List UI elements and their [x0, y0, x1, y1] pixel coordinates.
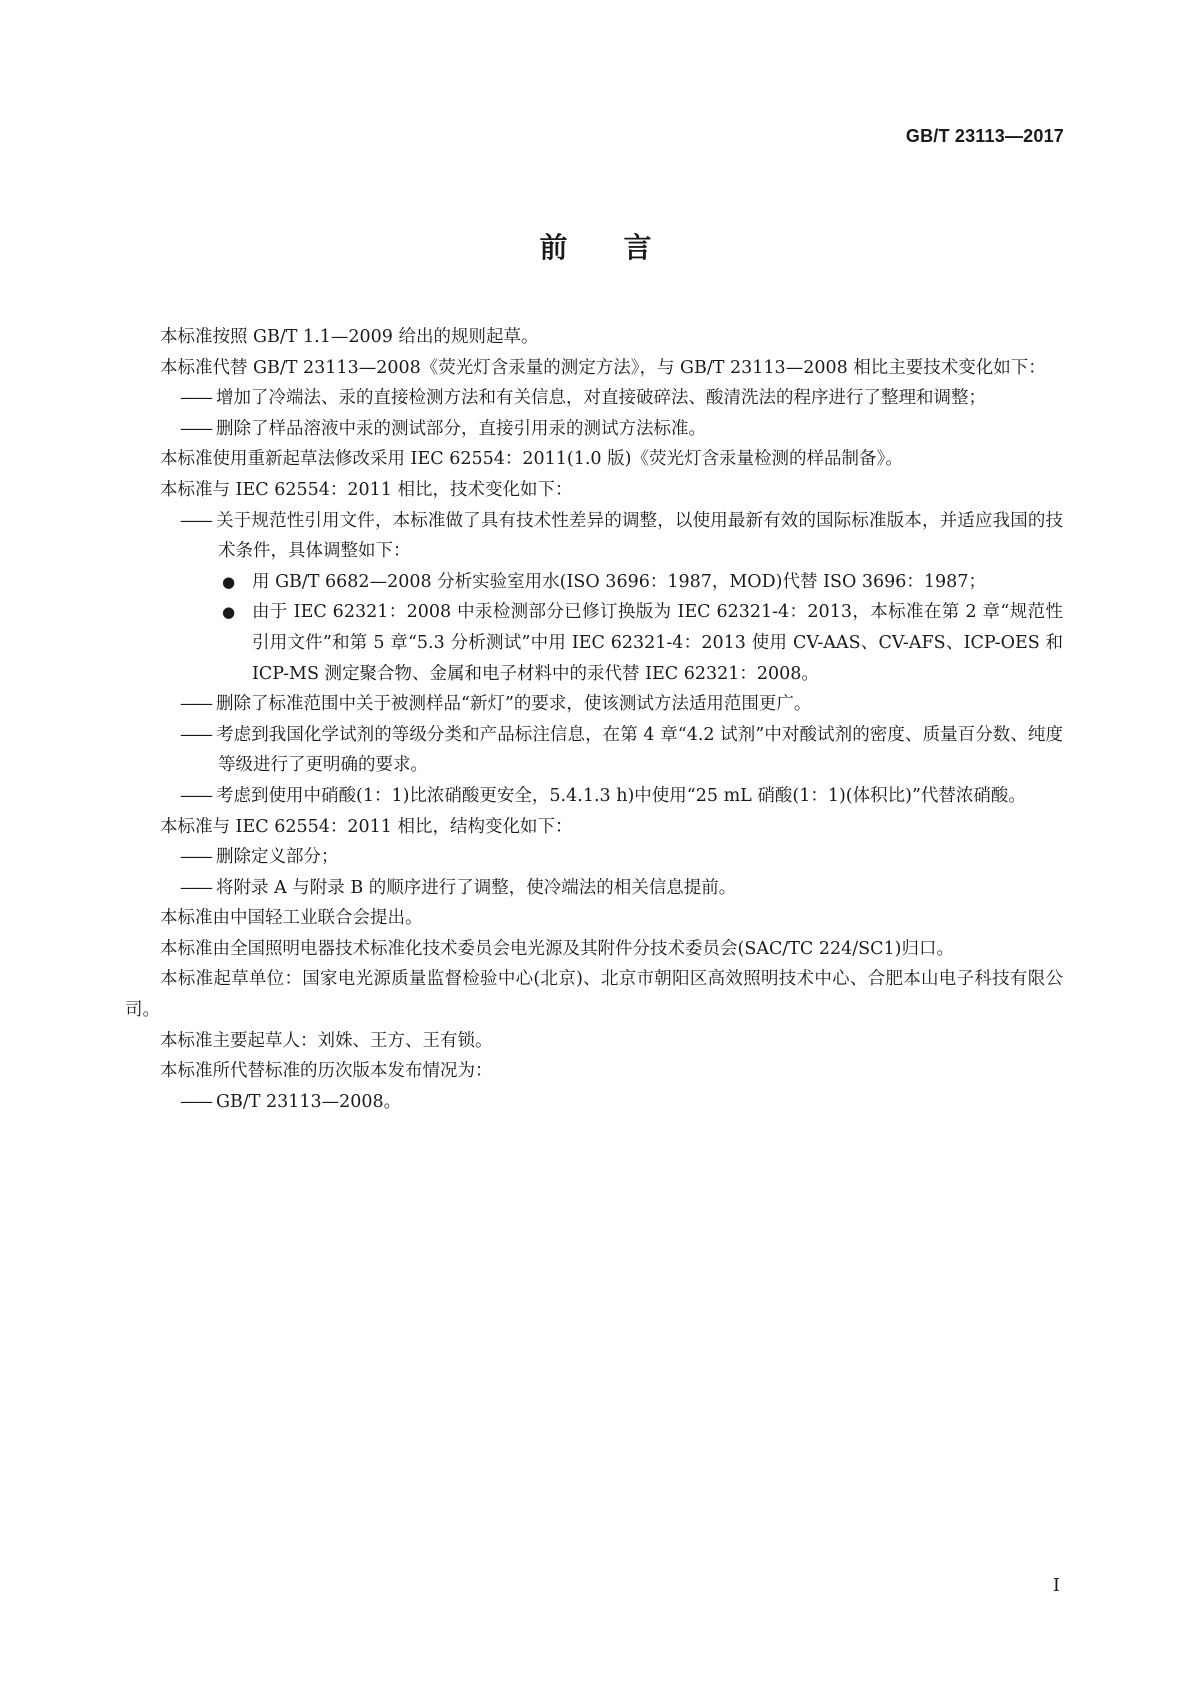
page-number: I — [1052, 1575, 1060, 1596]
dash-item-text: 关于规范性引用文件，本标准做了具有技术性差异的调整，以使用最新有效的国际标准版本，并适应我国的技术条件，具体调整如下： — [216, 510, 1063, 562]
paragraph: 本标准主要起草人：刘姝、王方、王有锁。 — [160, 1030, 493, 1051]
dash-item-text: 删除定义部分； — [216, 847, 339, 868]
bullet-dot-icon: ● — [222, 603, 236, 622]
dash-mark — [180, 689, 216, 720]
paragraph: 本标准由中国轻工业联合会提出。 — [160, 908, 423, 929]
document-code: GB/T 23113—2017 — [905, 126, 1064, 146]
dash-item-text: 将附录 A 与附录 B 的顺序进行了调整，使冷端法的相关信息提前。 — [216, 877, 737, 898]
dash-item-text: GB/T 23113—2008。 — [216, 1091, 402, 1112]
dash-mark — [180, 383, 216, 414]
bullet-list-item — [125, 597, 1063, 689]
page-title — [0, 226, 1191, 266]
dash-mark — [180, 506, 216, 537]
dash-mark — [180, 1087, 216, 1118]
paragraph: 本标准使用重新起草法修改采用 IEC 62554：2011(1.0 版)《荧光灯含汞量检测的样品制备》。 — [160, 449, 903, 470]
dash-mark — [180, 720, 216, 751]
dash-mark — [180, 873, 216, 904]
dash-list-item — [125, 383, 1063, 414]
title-char-2: 言 — [623, 231, 652, 264]
bullet-item-text: 用 GB/T 6682—2008 分析实验室用水(ISO 3696：1987，MOD)代替 ISO 3696：1987； — [252, 571, 986, 592]
dash-list-item — [125, 1087, 1063, 1118]
dash-item-text: 考虑到使用中硝酸(1：1)比浓硝酸更安全，5.4.1.3 h)中使用“25 mL 硝酸(1：1)(体积比)”代替浓硝酸。 — [216, 785, 1026, 806]
dash-mark — [180, 842, 216, 873]
bullet-item-text: 由于 IEC 62321：2008 中汞检测部分已修订换版为 IEC 62321-4：2013，本标准在第 2 章“规范性引用文件”和第 5 章“5.3 分析测试”中用 IEC 62321-4：2013 使用 CV-AAS、CV-AFS、ICP-OES 和 ICP-MS 测定聚合物、金属和电子材料中的汞代替 IEC 62321：2008。 — [252, 602, 1063, 684]
dash-list-item — [125, 781, 1063, 812]
foreword-body — [125, 322, 1063, 1117]
dash-list-item — [125, 414, 1063, 445]
dash-list-item — [125, 689, 1063, 720]
dash-list-item — [125, 873, 1063, 904]
paragraph: 本标准与 IEC 62554：2011 相比，技术变化如下： — [160, 479, 573, 500]
dash-list-item — [125, 842, 1063, 873]
dash-item-text: 增加了冷端法、汞的直接检测方法和有关信息，对直接破碎法、酸清洗法的程序进行了整理和调整； — [216, 388, 986, 409]
paragraph: 本标准与 IEC 62554：2011 相比，结构变化如下： — [160, 816, 573, 837]
dash-item-text: 删除了样品溶液中汞的测试部分，直接引用汞的测试方法标准。 — [216, 418, 706, 439]
dash-list-item — [125, 720, 1063, 781]
paragraph: 本标准按照 GB/T 1.1—2009 给出的规则起草。 — [160, 327, 539, 347]
dash-list-item — [125, 506, 1063, 567]
dash-mark — [180, 414, 216, 445]
paragraph: 本标准所代替标准的历次版本发布情况为： — [160, 1061, 493, 1082]
bullet-list-item — [125, 567, 1063, 598]
dash-item-text: 考虑到我国化学试剂的等级分类和产品标注信息，在第 4 章“4.2 试剂”中对酸试剂的密度、质量百分数、纯度等级进行了更明确的要求。 — [216, 724, 1063, 776]
bullet-dot-icon: ● — [222, 572, 236, 591]
dash-item-text: 删除了标准范围中关于被测样品“新灯”的要求，使该测试方法适用范围更广。 — [216, 694, 812, 715]
title-char-1: 前 — [539, 231, 568, 264]
paragraph: 本标准代替 GB/T 23113—2008《荧光灯含汞量的测定方法》，与 GB/T 23113—2008 相比主要技术变化如下： — [160, 357, 1046, 378]
paragraph: 本标准由全国照明电器技术标准化技术委员会电光源及其附件分技术委员会(SAC/TC 224/SC1)归口。 — [160, 938, 954, 959]
dash-mark — [180, 781, 216, 812]
paragraph: 本标准起草单位：国家电光源质量监督检验中心(北京)、北京市朝阳区高效照明技术中心、合肥本山电子科技有限公司。 — [125, 969, 1063, 1021]
